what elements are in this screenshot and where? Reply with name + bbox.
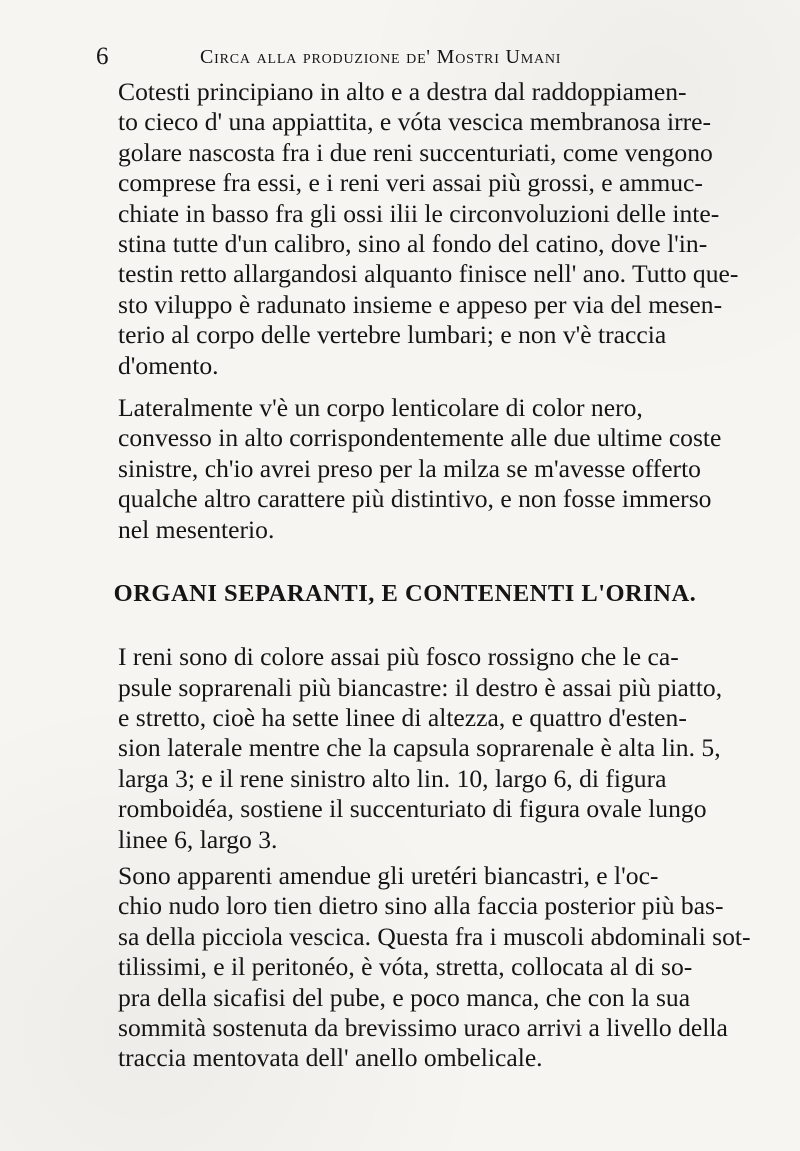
- text-line: linee 6, largo 3.: [118, 824, 278, 854]
- text-line: nel mesenterio.: [118, 514, 275, 544]
- text-line: comprese fra essi, e i reni veri assai più grossi, e ammuc-: [118, 168, 703, 198]
- section-heading: ORGANI SEPARANTI, E CONTENENTI L'ORINA.: [113, 580, 697, 608]
- text-line: sto viluppo è radunato insieme e appeso per via del mesen-: [118, 289, 723, 319]
- text-line: traccia mentovata dell' anello ombelicale.: [118, 1043, 543, 1073]
- text-line: terio al corpo delle vertebre lumbari; e non v'è traccia: [118, 320, 667, 350]
- text-line: golare nascosta fra i due reni succenturiati, come vengono: [118, 137, 713, 167]
- page-header: [72, 38, 738, 70]
- text-line: d'omento.: [118, 350, 219, 380]
- text-line: to cieco d' una appiattita, e vóta vescica membranosa irre-: [118, 107, 712, 137]
- text-line: psule soprarenali più biancastre: il destro è assai più piatto,: [118, 672, 723, 702]
- text-line: tilissimi, e il peritonéo, è vóta, stretta, collocata al di so-: [118, 952, 693, 982]
- text-line: pra della sicafisi del pube, e poco manca, che con la sua: [118, 982, 691, 1012]
- text-line: romboidéa, sostiene il succenturiato di figura ovale lungo: [118, 794, 707, 824]
- text-line: I reni sono di colore assai più fosco rossigno che le ca-: [118, 642, 679, 672]
- paragraph-cotesti: [72, 77, 738, 381]
- text-line: convesso in alto corrispondentemente alle due ultime coste: [118, 423, 722, 453]
- paragraph-reni: [72, 642, 738, 855]
- text-line: e stretto, cioè ha sette linee di altezza, e quattro d'esten-: [118, 702, 687, 732]
- paragraph-lateralmente: [72, 393, 738, 545]
- paragraph-ureteri: [72, 860, 751, 1074]
- page-number: 6: [96, 43, 109, 70]
- text-line: larga 3; e il rene sinistro alto lin. 10, largo 6, di figura: [118, 763, 667, 793]
- text-line: Cotesti principiano in alto e a destra dal raddoppiamen-: [118, 77, 687, 106]
- text-line: sinistre, ch'io avrei preso per la milza se m'avesse offerto: [118, 453, 701, 483]
- text-line: sa della picciola vescica. Questa fra i muscoli abdominali sot-: [118, 921, 751, 951]
- text-line: stina tutte d'un calibro, sino al fondo del catino, dove l'in-: [118, 229, 708, 259]
- text-line: sion laterale mentre che la capsula soprarenale è alta lin. 5,: [118, 733, 721, 763]
- text-line: testin retto allargandosi alquanto finisce nell' ano. Tutto que-: [118, 259, 739, 289]
- text-line: Lateralmente v'è un corpo lenticolare di color nero,: [118, 393, 643, 423]
- text-line: chio nudo loro tien dietro sino alla faccia posterior più bas-: [118, 891, 724, 921]
- text-line: chiate in basso fra gli ossi ilii le circonvoluzioni delle inte-: [118, 198, 720, 228]
- text-line: sommità sostenuta da brevissimo uraco arrivi a livello della: [118, 1012, 728, 1042]
- text-line: Sono apparenti amendue gli uretéri biancastri, e l'oc-: [118, 860, 659, 890]
- text-line: qualche altro carattere più distintivo, e non fosse immerso: [118, 484, 712, 514]
- running-head: Circa alla produzione de' Mostri Umani: [200, 46, 562, 68]
